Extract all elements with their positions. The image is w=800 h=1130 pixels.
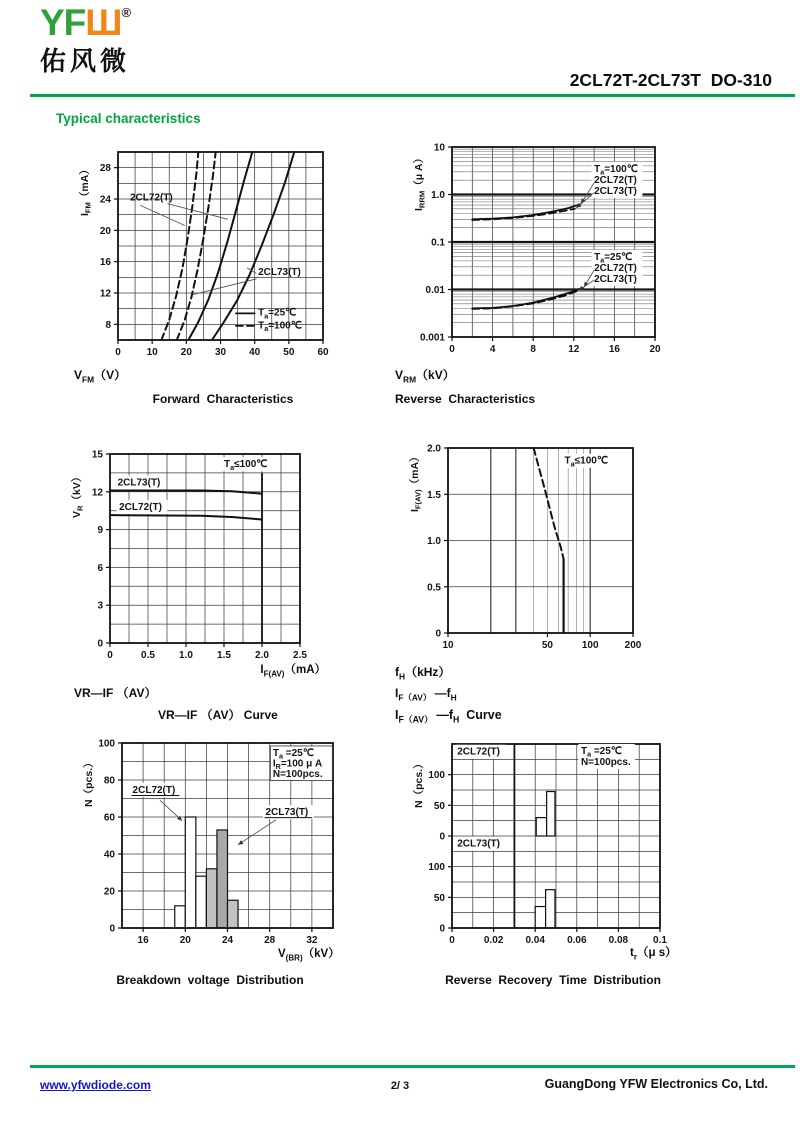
svg-text:4: 4 [489, 344, 496, 355]
svg-text:40: 40 [103, 849, 115, 861]
website-link[interactable]: www.yfwdiode.com [40, 1078, 151, 1092]
svg-text:0: 0 [439, 831, 445, 843]
svg-text:0.02: 0.02 [483, 935, 504, 946]
svg-text:20: 20 [179, 935, 191, 946]
ifav-fh-chart [402, 442, 663, 657]
svg-text:15: 15 [91, 449, 103, 461]
forward-characteristics-chart [70, 146, 339, 364]
svg-text:0: 0 [109, 923, 115, 935]
svg-text:0.5: 0.5 [427, 582, 441, 594]
logo-wordmark [40, 2, 132, 43]
ifav-fh-caption: $I_{F(AV)}$ $—f_H$ [395, 686, 457, 703]
svg-text:1.0: 1.0 [431, 190, 445, 201]
svg-text:20: 20 [649, 344, 661, 355]
svg-text:8: 8 [105, 319, 111, 331]
vr-ifav-caption: VR—IF （AV） [74, 686, 157, 700]
svg-text:2CL73(T): 2CL73(T) [457, 838, 500, 850]
svg-text:12: 12 [91, 487, 103, 499]
svg-text:N=100pcs.: N=100pcs. [580, 756, 631, 768]
svg-text:2CL72(T): 2CL72(T) [129, 192, 173, 204]
header-rule [30, 94, 795, 97]
svg-text:0.08: 0.08 [608, 935, 629, 946]
reverse-xaxis-caption: $V_{RM}(kV)$ [395, 368, 455, 385]
svg-text:10: 10 [146, 347, 158, 358]
svg-text:100: 100 [98, 738, 115, 750]
svg-text:IRRM（μ A）: $I_{RRM}(\mu$ A） [413, 152, 427, 211]
svg-text:60: 60 [103, 812, 115, 824]
svg-text:0: 0 [435, 628, 441, 640]
svg-text:2CL72(T): 2CL72(T) [457, 746, 500, 758]
reverse-chart-title: Reverse Characteristics [395, 392, 536, 406]
svg-text:0: 0 [439, 923, 445, 935]
svg-text:VR（kV）: $V_R(kV)$ [71, 471, 85, 518]
svg-text:0.001: 0.001 [419, 332, 445, 344]
svg-text:80: 80 [103, 775, 115, 787]
svg-text:1.5: 1.5 [217, 650, 231, 661]
svg-text:N=100pcs.: N=100pcs. [272, 768, 323, 780]
vr-ifav-xaxis-caption: $I_{F(AV)}(mA)$ [260, 664, 326, 679]
svg-text:50: 50 [541, 640, 553, 651]
footer-rule [30, 1065, 795, 1068]
svg-text:20: 20 [99, 225, 111, 237]
svg-text:10: 10 [433, 142, 445, 154]
svg-text:50: 50 [433, 800, 445, 812]
svg-text:IF(AV)（mA）: $I_{F(AV)}(mA)$ [409, 451, 423, 512]
svg-text:100: 100 [428, 862, 445, 874]
svg-text:40: 40 [249, 347, 261, 358]
svg-text:2CL73(T): 2CL73(T) [594, 185, 637, 197]
svg-text:0.06: 0.06 [567, 935, 587, 946]
svg-text:0: 0 [115, 347, 121, 358]
svg-text:0.04: 0.04 [525, 935, 545, 946]
svg-text:12: 12 [99, 288, 111, 300]
svg-text:2CL73(T): 2CL73(T) [594, 273, 637, 285]
svg-text:20: 20 [180, 347, 192, 358]
svg-text:2.0: 2.0 [427, 443, 441, 455]
svg-text:24: 24 [99, 194, 111, 206]
svg-text:1.0: 1.0 [427, 536, 441, 547]
reverse-characteristics-chart [390, 141, 671, 361]
logo-chinese-name: 佑风微 [40, 46, 131, 77]
svg-text:1.5: 1.5 [427, 489, 441, 501]
document-title: 2CL72T-2CL73T DO-310 [569, 70, 772, 90]
forward-xaxis-caption: $V_{FM}(V)$ [74, 368, 127, 385]
svg-text:28: 28 [264, 935, 276, 946]
svg-text:24: 24 [221, 935, 234, 946]
page-number: 2/ 3 [390, 1080, 410, 1092]
svg-text:N（pcs.）: N（pcs.） [413, 758, 425, 808]
svg-text:2CL72(T): 2CL72(T) [594, 262, 637, 274]
svg-text:2CL72(T): 2CL72(T) [594, 174, 637, 186]
svg-text:Ta=25℃: $T_a=25℃$ [594, 251, 633, 265]
company-name: GuangDong YFW Electronics Co, Ltd. [544, 1077, 768, 1091]
svg-text:2.0: 2.0 [255, 650, 269, 661]
svg-text:3: 3 [97, 600, 103, 612]
logo-yf-text: YF [40, 2, 86, 43]
svg-text:0.5: 0.5 [141, 650, 155, 661]
svg-text:N（pcs.）: N（pcs.） [83, 757, 95, 807]
ifav-fh-xaxis-caption: $f_H(kHz)$ [395, 665, 451, 682]
vr-ifav-chart-title: VR—IF （AV） Curve [158, 708, 278, 722]
svg-text:2CL72(T): 2CL72(T) [132, 784, 176, 796]
svg-text:20: 20 [103, 886, 115, 898]
svg-text:16: 16 [137, 935, 149, 946]
svg-text:0.1: 0.1 [431, 237, 445, 249]
svg-text:16: 16 [608, 344, 620, 355]
svg-text:Ta≤100℃: $T_a\le 100℃$ [224, 459, 268, 472]
svg-text:0: 0 [97, 638, 103, 650]
svg-text:100: 100 [428, 770, 445, 782]
svg-text:50: 50 [283, 347, 295, 358]
svg-text:28: 28 [99, 163, 111, 175]
yfw-logo [40, 2, 132, 78]
svg-text:30: 30 [214, 347, 227, 358]
svg-text:0: 0 [449, 935, 455, 946]
svg-text:1.0: 1.0 [179, 650, 193, 661]
reverse-recovery-chart [406, 738, 680, 952]
svg-text:0: 0 [107, 650, 113, 661]
svg-text:8: 8 [530, 344, 536, 355]
svg-text:2CL73(T): 2CL73(T) [117, 477, 161, 489]
svg-text:IFM（mA）: $I_{FM}(mA)$ [79, 164, 93, 216]
breakdown-voltage-chart [78, 737, 349, 952]
svg-text:0.1: 0.1 [653, 935, 667, 946]
breakdown-xaxis-caption: $V_{(BR)}(kV)$ [278, 948, 340, 963]
breakdown-chart-title: Breakdown voltage Distribution [116, 973, 304, 987]
svg-text:2CL72(T): 2CL72(T) [119, 502, 162, 514]
svg-text:9: 9 [97, 525, 103, 537]
svg-text:6: 6 [97, 562, 103, 574]
recovery-chart-title: Reverse Recovery Time Distribution [445, 973, 661, 987]
ifav-fh-chart-title: $I_{F(AV)}$ $—f_H$ Curve [395, 708, 502, 725]
svg-text:32: 32 [306, 935, 318, 946]
section-heading: Typical characteristics [56, 111, 201, 126]
svg-text:IR=100 μ A: $I_R=100$ μ A [272, 758, 323, 772]
svg-text:Ta=25℃: $T_a=25℃$ [258, 307, 297, 321]
svg-text:16: 16 [99, 257, 111, 269]
recovery-xaxis-caption: $t_r(\mu$ s） [630, 947, 677, 962]
svg-text:50: 50 [433, 892, 445, 904]
forward-chart-title: Forward Characteristics [152, 392, 294, 406]
registered-mark-icon: ® [121, 5, 132, 20]
svg-text:Ta≤100℃: $T_a\le 100℃$ [564, 455, 609, 469]
svg-text:Ta =25℃: $T_a$ =25℃ [580, 745, 623, 759]
svg-text:60: 60 [317, 347, 329, 358]
svg-text:2CL73(T): 2CL73(T) [265, 807, 309, 819]
svg-text:0.01: 0.01 [425, 285, 445, 296]
svg-text:100: 100 [581, 640, 599, 651]
svg-text:2CL73(T): 2CL73(T) [258, 266, 301, 278]
vr-ifav-chart [68, 448, 328, 667]
logo-sha-glyph: Ш [85, 2, 122, 43]
svg-text:2.5: 2.5 [293, 650, 307, 661]
svg-text:Ta =25℃: $T_a$ =25℃ [272, 747, 314, 761]
svg-text:12: 12 [568, 344, 580, 355]
svg-text:0: 0 [449, 344, 455, 355]
svg-text:Ta=100℃: $T_a=100℃$ [258, 320, 302, 333]
svg-text:200: 200 [624, 640, 642, 651]
svg-text:Ta=100℃: $T_a=100℃$ [594, 163, 638, 177]
svg-text:10: 10 [442, 640, 454, 651]
